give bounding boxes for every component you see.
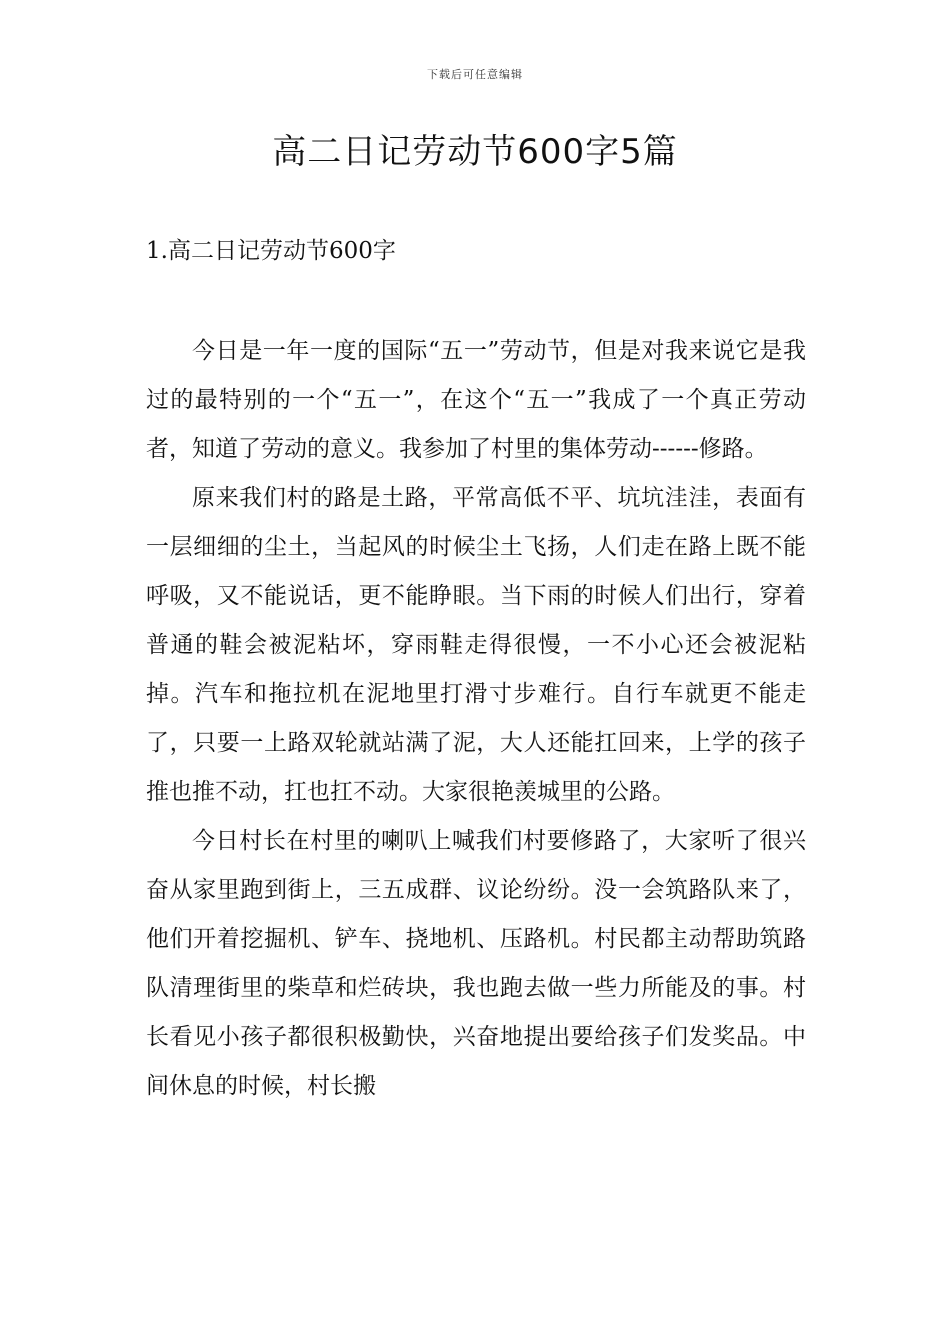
paragraph: 原来我们村的路是土路，平常高低不平、坑坑洼洼，表面有一层细细的尘土，当起风的时候尘土飞扬，人们走在路上既不能呼吸，又不能说话，更不能睁眼。当下雨的时候人们出行，穿着普通的鞋会被泥粘坏，穿雨鞋走得很慢，一不小心还会被泥粘掉。汽车和拖拉机在泥地里打滑寸步难行。自行车就更不能走了，只要一上路双轮就站满了泥，大人还能扛回来，上学的孩子推也推不动，扛也扛不动。大家很艳羡城里的公路。 — [146, 485, 806, 805]
header-note: 下载后可任意编辑 — [427, 68, 523, 81]
document-body — [146, 327, 806, 1111]
section-heading: 1.高二日记劳动节600字 — [146, 238, 396, 264]
paragraph: 今日是一年一度的国际“五一”劳动节，但是对我来说它是我过的最特别的一个“五一”，在这个“五一”我成了一个真正劳动者，知道了劳动的意义。我参加了村里的集体劳动------修路。 — [146, 338, 806, 462]
document-title: 高二日记劳动节600字5篇 — [272, 132, 678, 172]
paragraph: 今日村长在村里的喇叭上喊我们村要修路了，大家听了很兴奋从家里跑到街上，三五成群、议论纷纷。没一会筑路队来了，他们开着挖掘机、铲车、挠地机、压路机。村民都主动帮助筑路队清理街里的柴草和烂砖块，我也跑去做一些力所能及的事。村长看见小孩子都很积极勤快，兴奋地提出要给孩子们发奖品。中间休息的时候，村长搬 — [146, 828, 806, 1099]
